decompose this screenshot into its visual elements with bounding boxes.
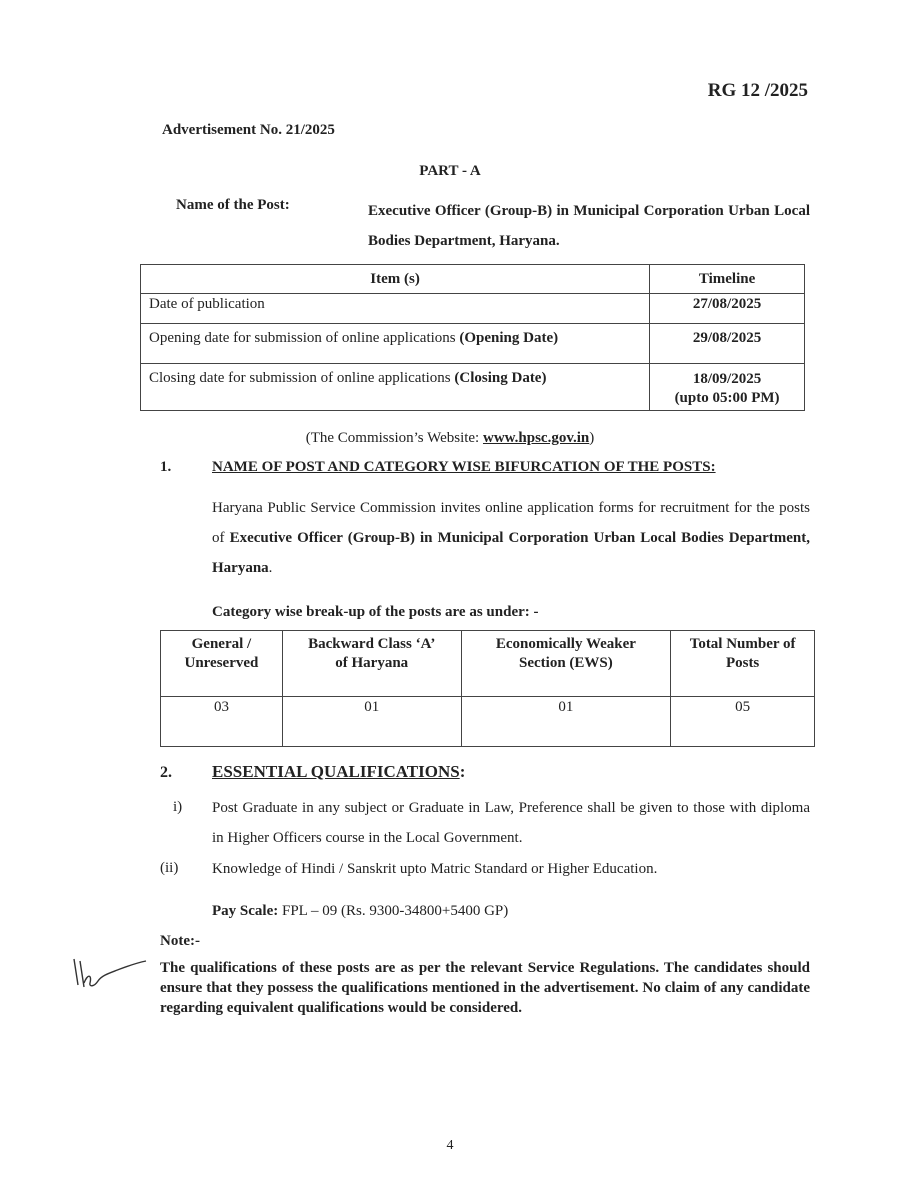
item-bold-text: (Opening Date) [459,330,559,346]
paragraph-text: Haryana Public Service Commission invites online application forms for recruitment for the posts of [212,500,810,546]
category-header-row [161,631,815,697]
timeline-table [140,264,805,411]
header-line: of Haryana [335,655,409,671]
value-total: 05 [671,697,815,747]
qualification-text: Post Graduate in any subject or Graduate in Law, Preference shall be given to those with diploma in Higher Officers course in the Local Government. [212,800,810,846]
section-number: 2. [160,764,172,781]
pay-scale [212,903,508,920]
value-ews: 01 [461,697,671,747]
website-link[interactable]: www.hpsc.gov.in [482,430,590,446]
value-general: 03 [161,697,283,747]
section-title-colon: : [459,762,466,781]
handwritten-initials [70,955,150,995]
section-paragraph [212,493,810,583]
pay-label: Pay Scale: [212,903,279,919]
header-general [161,631,283,697]
advertisement-number: Advertisement No. 21/2025 [162,122,335,138]
website-line [0,430,900,447]
header-timeline: Timeline [650,265,805,294]
pay-value: FPL – 09 (Rs. 9300-34800+5400 GP) [278,903,509,919]
header-line: General / [191,636,252,652]
website-suffix: ) [589,430,595,446]
note-heading: Note:- [160,933,200,949]
table-row [141,324,805,364]
timeline-item [141,324,650,364]
section-title [212,762,465,782]
qualification-number: i) [173,799,183,815]
paragraph-bold-text: Executive Officer (Group-B) in Municipal Corporation Urban Local Bodies Department, Haryana [212,530,810,576]
section-title: NAME OF POST AND CATEGORY WISE BIFURCATION OF THE POSTS: [212,459,716,475]
table-row [141,364,805,411]
qualification-text: Knowledge of Hindi / Sanskrit upto Matric Standard or Higher Education. [212,861,658,877]
header-line: Total Number of [689,636,796,652]
value-bca: 01 [282,697,461,747]
timeline-date [650,364,805,411]
timeline-header-row [141,265,805,294]
date-text: 27/08/2025 [692,296,762,312]
header-line: Backward Class ‘A’ [308,636,436,652]
part-heading: PART - A [419,163,481,179]
header-line: Section (EWS) [519,655,613,671]
breakup-label: Category wise break-up of the posts are as under: - [212,604,539,620]
page-number: 4 [446,1138,454,1153]
section-title-text: ESSENTIAL QUALIFICATIONS [212,762,460,781]
header-line: Economically Weaker [495,636,636,652]
time-text: (upto 05:00 PM) [674,390,780,406]
table-row [141,294,805,324]
header-ews [461,631,671,697]
timeline-date [650,324,805,364]
note-text: The qualifications of these posts are as per the relevant Service Regulations. The candidates should ensure that they possess the qualifications mentioned in the advertisement. No claim of any candidate regarding equivalent qualifications would be considered. [160,960,810,1016]
post-label: Name of the Post: [176,197,290,213]
item-text: Date of publication [149,296,265,312]
timeline-date [650,294,805,324]
item-text: Closing date for submission of online applications [149,370,455,386]
timeline-item [141,294,650,324]
category-table [160,630,815,747]
date-text: 29/08/2025 [692,330,762,346]
date-text: 18/09/2025 [692,371,762,387]
item-bold-text: (Closing Date) [454,370,547,386]
header-bca [282,631,461,697]
header-total [671,631,815,697]
qualification-number: (ii) [160,860,179,876]
header-item: Item (s) [141,265,650,294]
section-number: 1. [160,459,172,475]
paragraph-end: . [268,560,273,576]
post-name: Executive Officer (Group-B) in Municipal Corporation Urban Local Bodies Department, Haryana. [368,203,810,249]
timeline-item [141,364,650,411]
header-line: Posts [725,655,760,671]
website-prefix: (The Commission’s Website: [305,430,483,446]
header-line: Unreserved [184,655,259,671]
item-text: Opening date for submission of online applications [149,330,460,346]
table-row [161,697,815,747]
reference-number: RG 12 /2025 [707,80,808,101]
